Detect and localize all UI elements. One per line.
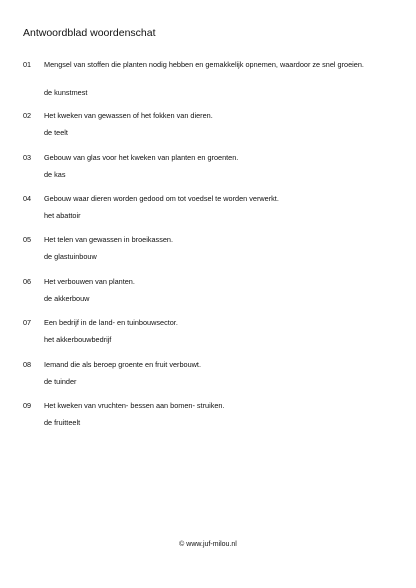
item-question: Gebouw waar dieren worden gedood om tot voedsel te worden verwerkt. (44, 194, 279, 203)
item-answer: de kas (44, 170, 66, 179)
item-number: 09 (23, 401, 32, 410)
item-number: 08 (23, 360, 32, 369)
item-question: Het telen van gewassen in broeikassen. (44, 235, 173, 244)
item-number: 06 (23, 277, 32, 286)
item-question: Het kweken van gewassen of het fokken van dieren. (44, 111, 213, 120)
page-title: Antwoordblad woordenschat (23, 27, 156, 39)
item-number: 03 (23, 153, 32, 162)
item-question: Gebouw van glas voor het kweken van planten en groenten. (44, 153, 239, 162)
item-answer: de kunstmest (44, 88, 88, 97)
item-number: 01 (23, 60, 32, 69)
item-number: 02 (23, 111, 32, 120)
item-question: Het kweken van vruchten- bessen aan bomen- struiken. (44, 401, 225, 410)
item-answer: de teelt (44, 128, 68, 137)
item-answer: het akkerbouwbedrijf (44, 335, 112, 344)
item-question: Een bedrijf in de land- en tuinbouwsector. (44, 318, 178, 327)
item-answer: de glastuinbouw (44, 252, 97, 261)
item-question: Mengsel van stoffen die planten nodig hebben en gemakkelijk opnemen, waardoor ze snel groeien. (44, 60, 364, 69)
item-number: 07 (23, 318, 32, 327)
item-answer: de fruitteelt (44, 418, 81, 427)
item-answer: het abattoir (44, 211, 81, 220)
item-question: Het verbouwen van planten. (44, 277, 135, 286)
item-question: Iemand die als beroep groente en fruit verbouwt. (44, 360, 201, 369)
item-answer: de tuinder (44, 377, 77, 386)
copyright-footer: © www.juf-milou.nl (179, 541, 237, 548)
item-number: 05 (23, 235, 32, 244)
item-number: 04 (23, 194, 32, 203)
item-answer: de akkerbouw (44, 294, 90, 303)
